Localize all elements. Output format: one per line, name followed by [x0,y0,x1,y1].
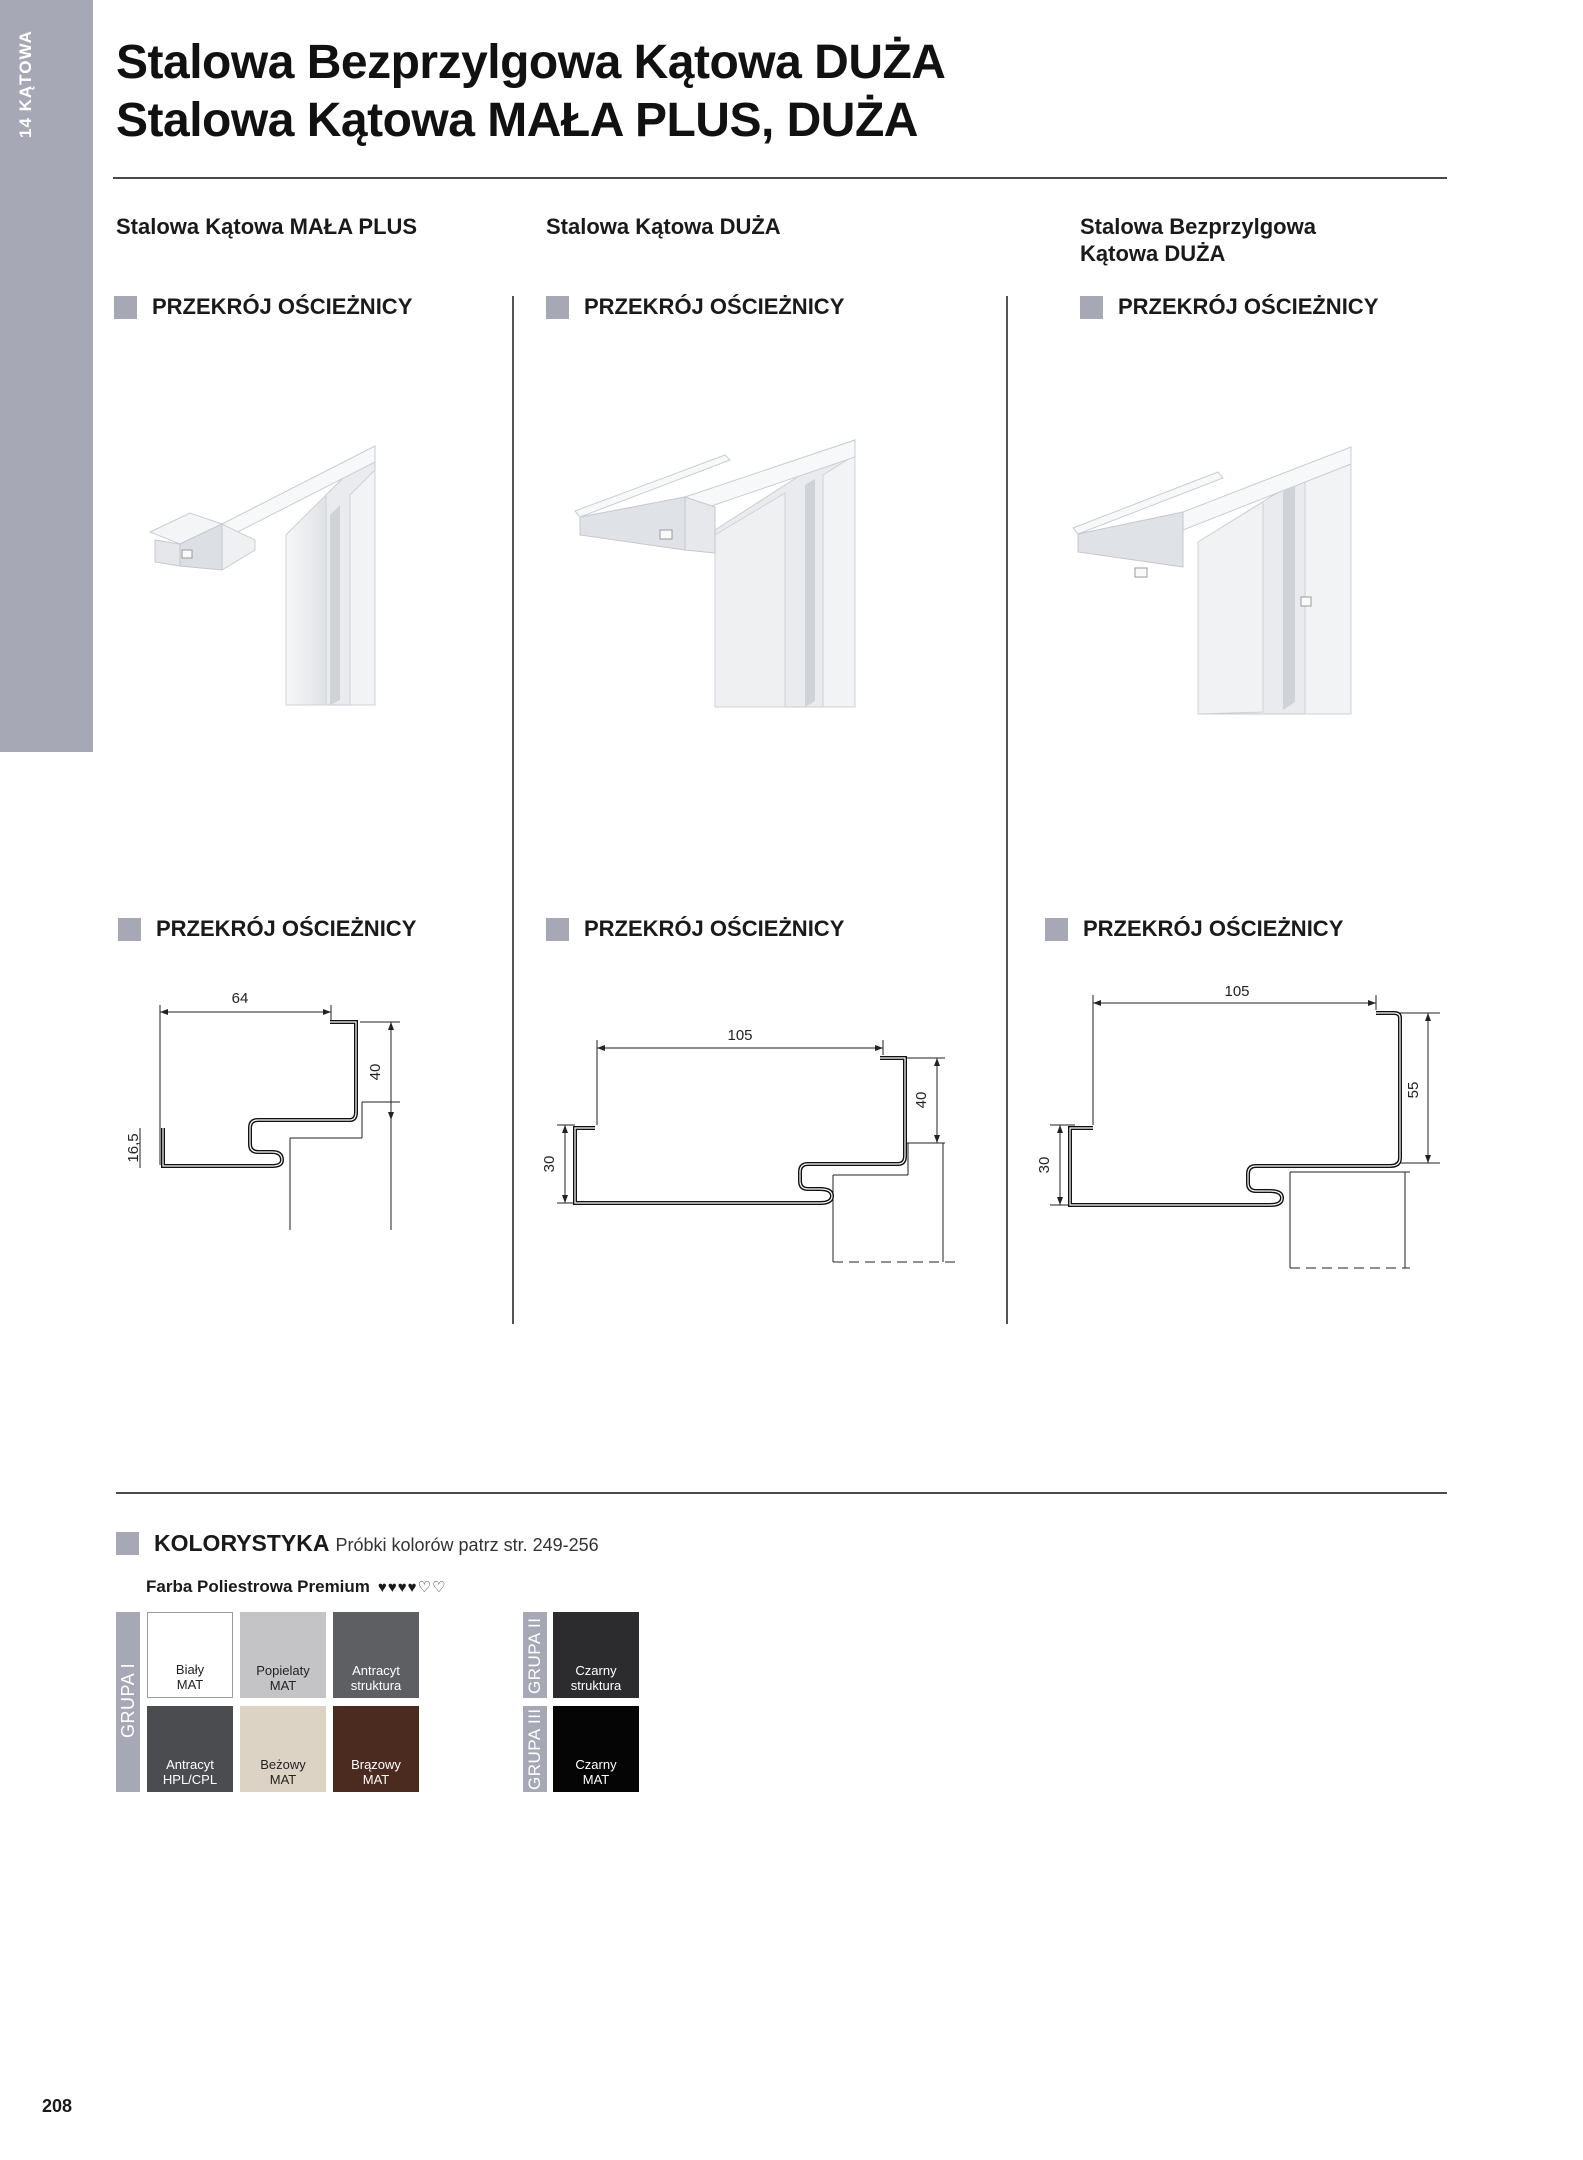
column-title-1: Stalowa Kątowa MAŁA PLUS [116,214,418,239]
dimension-height: 40 [367,1063,384,1081]
dimension-lip: 16,5 [125,1133,142,1163]
swatch-antracyt-hpl-cpl: Antracyt HPL/CPL [147,1706,233,1792]
swatch-antracyt-struktura: Antracyt struktura [333,1612,419,1698]
swatch-bialy-mat: Biały MAT [147,1612,233,1698]
colors-header [116,1530,599,1557]
section-header-profile-3: PRZEKRÓJ OŚCIEŻNICY [1045,916,1343,942]
swatch-czarny-struktura: Czarny struktura [553,1612,639,1698]
group-bar-2: GRUPA II [523,1612,547,1698]
colors-note: Próbki kolorów patrz str. 249-256 [335,1535,599,1555]
dimension-width: 105 [727,1027,753,1044]
dimension-height: 55 [1405,1081,1422,1099]
rating-hearts-icon: ♥♥♥♥♡♡ [377,1579,447,1596]
section-header-frame-3: PRZEKRÓJ OŚCIEŻNICY [1080,294,1378,320]
colors-title: KOLORYSTYKA [154,1530,330,1556]
colors-rule [116,1492,1447,1494]
side-tab-label: 14 KĄTOWA [16,30,35,138]
page-title-line-1: Stalowa Bezprzylgowa Kątowa DUŻA [116,36,946,89]
swatch-czarny-mat: Czarny MAT [553,1706,639,1792]
section-marker [116,1532,139,1555]
column-title-3: Stalowa Bezprzylgowa Kątowa DUŻA [1080,214,1316,266]
section-header-profile-1: PRZEKRÓJ OŚCIEŻNICY [118,916,416,942]
column-title-2: Stalowa Kątowa DUŻA [546,214,781,239]
paint-type-label: Farba Poliestrowa Premium ♥♥♥♥♡♡ [146,1577,447,1596]
swatch-brazowy-mat: Brązowy MAT [333,1706,419,1792]
group-bar-1: GRUPA I [116,1612,140,1792]
dimension-height: 40 [913,1091,930,1109]
dimension-width: 64 [231,990,249,1007]
group-bar-3: GRUPA III [523,1706,547,1792]
swatch-bezowy-mat: Beżowy MAT [240,1706,326,1792]
page-title-line-2: Stalowa Kątowa MAŁA PLUS, DUŻA [116,94,918,147]
dimension-lip: 30 [1036,1156,1053,1174]
dimension-lip: 30 [541,1155,558,1173]
page-number: 208 [42,2096,73,2116]
swatch-popielaty-mat: Popielaty MAT [240,1612,326,1698]
dimension-width: 105 [1224,983,1250,1000]
section-header-frame-2: PRZEKRÓJ OŚCIEŻNICY [546,294,844,320]
section-header-frame-1: PRZEKRÓJ OŚCIEŻNICY [114,294,412,320]
section-header-profile-2: PRZEKRÓJ OŚCIEŻNICY [546,916,844,942]
